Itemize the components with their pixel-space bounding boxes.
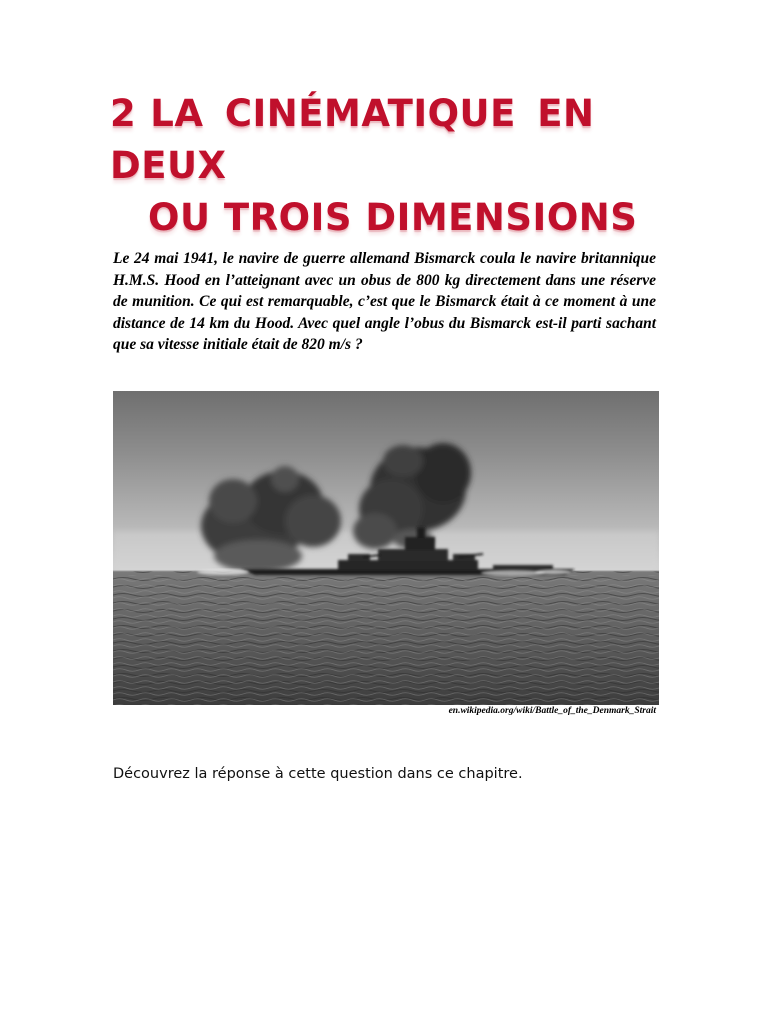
battleship-photo <box>113 391 659 705</box>
photo-caption: en.wikipedia.org/wiki/Battle_of_the_Denmark_Strait <box>448 706 656 716</box>
chapter-number: 2 <box>110 92 137 135</box>
chapter-heading-line1 <box>110 88 710 192</box>
chapter-title-line1: LA CINÉMATIQUE EN DEUX <box>110 92 595 187</box>
closing-line: Découvrez la réponse à cette question dans ce chapitre. <box>113 766 523 782</box>
chapter-title-line2: OU TROIS DIMENSIONS <box>148 196 638 239</box>
intro-paragraph: Le 24 mai 1941, le navire de guerre allemand Bismarck coula le navire britannique H.M.S. Hood en l’atteignant avec un obus de 800 kg directement dans une réserve de munition. Ce qui est remarquable, c’est que le Bismarck était à ce moment à une distance de 14 km du Hood. Avec quel angle l’obus du Bismarck est-il parti sachant que sa vitesse initiale était de 820 m/s ? <box>113 250 656 353</box>
chapter-heading <box>110 88 710 244</box>
battleship-photo-illustration <box>113 391 659 705</box>
